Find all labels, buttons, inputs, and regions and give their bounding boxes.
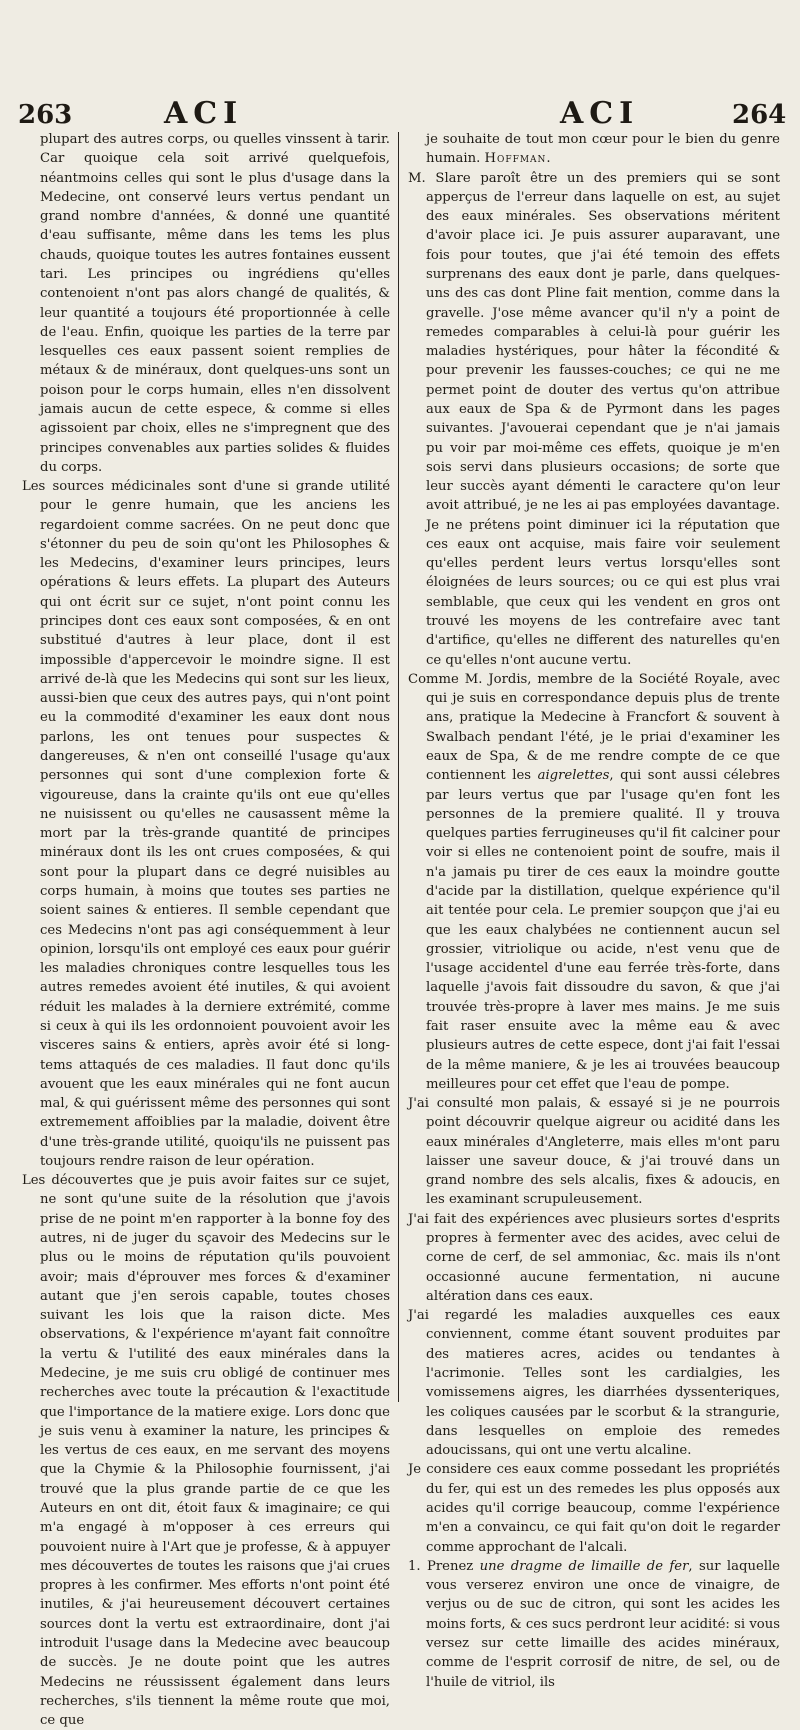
paragraph: M. Slare paroît être un des premiers qui se sont apperçus de l'erreur dans laquelle on est, au sujet des eaux minérales. Ses observations méritent d'avoir place ici. Je puis assurer auparavant, une fois pour toutes, que j'ai été temoin des effets surprenans des eaux dont je parle, dans quelques-uns des cas dont Pline fait mention, comme dans la gravelle. J'ose même avancer qu'il n'y a point de remedes comparables à celui-là pour guérir les maladies hystériques, pour hâter la fécondité & pour prevenir les fausses-couches; ce qui ne me permet point de douter des vertus qu'on attribue aux eaux de Spa & de Pyrmont dans les pages suivantes. J'avouerai cependant que je n'ai jamais pu voir par moi-même ces effets, quoique je m'en sois servi dans plusieurs occasions; de sorte que leur succès ayant démenti le caractere qu'on leur avoit attribué, je ne les ai pas employées davantage. Je ne prétens point diminuer ici la réputation que ces eaux ont acquise, mais faire voir seulement qu'elles perdent leurs vertus lorsqu'elles sont éloignées de leurs sources; ou ce qui est plus vrai semblable, que ceux qui les vendent en gros ont trouvé les moyens de les contrefaire avec tant d'artifice, qu'elles ne different des naturelles qu'en ce qu'elles n'ont aucune vertu.	[408, 170, 780, 668]
paragraph: J'ai fait des expériences avec plusieurs sortes d'esprits propres à fermenter avec des acides, avec celui de corne de cerf, de sel ammoniac, &c. mais ils n'ont occasionné aucune fermentation, ni aucune altération dans ces eaux.	[408, 1211, 780, 1304]
paragraph: Je considere ces eaux comme possedant les propriétés du fer, qui est un des remedes les plus opposés aux acides qu'il corrige beaucoup, comme l'expérience m'en a convaincu, ce qui fait qu'on doit le regarder comme approchant de l'alcali.	[408, 1462, 780, 1555]
column-divider	[398, 132, 399, 1402]
paragraph: Les sources médicinales sont d'une si grande utilité pour le genre humain, que les anciens les regardoient comme sacrées. On ne peut donc que s'étonner du peu de soin qu'ont les Philosophes & les Medecins, d'examiner leurs principes, leurs opérations & leurs effets. La plupart des Auteurs qui ont écrit sur ce sujet, n'ont point connu les principes dont ces eaux sont composées, & en ont substitué d'autres à leur place, dont il est impossible d'appercevoir le moindre signe. Il est arrivé de-là que les Medecins qui sont sur les lieux, aussi-bien que ceux des autres pays, qui n'ont point eu la commodité d'examiner les eaux dont nous parlons, les ont tenues pour suspectes & dangereuses, & n'en ont conseillé l'usage qu'aux personnes qui sont d'une complexion forte & vigoureuse, dans la crainte qu'ils ont eue qu'elles ne nuisissent ou qu'elles ne causassent même la mort par la très-grande quantité de principes minéraux dont ils les ont crues composées, & qui sont pour la plupart dans ce degré nuisibles au corps humain, à moins que toutes ses parties ne soient saines & entieres. Il semble cependant que ces Medecins n'ont pas agi conséquemment à leur opinion, lorsqu'ils ont employé ces eaux pour guérir les maladies chroniques contre lesquelles tous les autres remedes avoient été inutiles, & qui avoient réduit les malades à la derniere extrémité, comme si ceux à qui ils les ordonnoient pouvoient avoir les visceres sains & entiers, après avoir été si long-tems attaqués de ces maladies. Il faut donc qu'ils avouent que les eaux minérales qui ne font aucun mal, & qui guérissent même des personnes qui sont extremement affoiblies par la maladie, doivent être d'une très-grande utilité, quoiqu'ils ne puissent pas toujours rendre raison de leur opération.	[22, 479, 390, 1169]
paragraph: plupart des autres corps, ou quelles vinssent à tarir. Car quoique cela soit arrivé quelquefois, néantmoins celles qui sont le plus d'usage dans la Medecine, ont conservé leurs vertus pendant un grand nombre d'années, & donné une quantité d'eau suffisante, même dans les tems les plus chauds, quoique toutes les autres fontaines eussent tari. Les principes ou ingrédiens qu'elles contenoient n'ont pas alors changé de qualités, & leur quantité a toujours été proportionnée à celle de l'eau. Enfin, quoique les parties de la terre par lesquelles ces eaux passent soient remplies de métaux & de minéraux, dont quelques-uns sont un poison pour le corps humain, elles n'en dissolvent jamais aucun de cette espece, & comme si elles agissoient par choix, elles ne s'impregnent que des principes convenables aux parties solides & fluides du corps.	[40, 132, 390, 475]
paragraph: Les découvertes que je puis avoir faites sur ce sujet, ne sont qu'une suite de la résolution que j'avois prise de ne point m'en rapporter à la bonne foy des autres, ni de juger du sçavoir des Medecins sur le plus ou le moins de réputation qu'ils pouvoient avoir; mais d'éprouver mes forces & d'examiner autant que j'en serois capable, toutes choses suivant les lois que la raison dicte. Mes observations, & l'expérience m'ayant fait connoître la vertu & l'utilité des eaux minérales dans la Medecine, je me suis cru obligé de continuer mes recherches avec toute la précaution & l'exactitude que l'importance de la matiere exige. Lors donc que je suis venu à examiner la nature, les principes & les vertus de ces eaux, en me servant des moyens que la Chymie & la Philosophie fournissent, j'ai trouvé que la plus grande partie de ce que les Auteurs en ont dit, étoit faux & imaginaire; ce qui m'a engagé à m'opposer à ces erreurs qui pouvoient nuire à l'Art que je professe, & à appuyer mes découvertes de toutes les raisons que j'ai crues propres à les confirmer. Mes efforts n'ont point été inutiles, & j'ai heureusement découvert certaines sources dont la vertu est extraordinaire, dont j'ai introduit l'usage dans la Medecine avec beaucoup de succès. Je ne doute point que les autres Medecins ne réussissent également dans leurs recherches, s'ils tiennent la même route que moi, ce que	[22, 1173, 390, 1729]
paragraph: J'ai consulté mon palais, & essayé si je ne pourrois point découvrir quelque aigreur ou acidité dans les eaux minérales d'Angleterre, mais elles m'ont paru laisser une saveur douce, & j'ai trouvé dans un grand nombre des sels alcalis, fixes & adoucis, en les examinant scrupuleusement.	[408, 1096, 780, 1208]
right-running-title: ACI	[560, 96, 640, 131]
left-column	[22, 130, 390, 1730]
paragraph-text: , qui sont aussi célebres par leurs vertus que par l'usage qu'en font les personnes de la premiere qualité. Il y trouva quelques parties ferrugineuses qu'il fit calciner pour voir si elles ne contenoient point de soufre, mais il n'a jamais pu tirer de ces eaux la moindre goutte d'acide par la distillation, quelque expérience qu'il ait tentée pour cela. Le premier soupçon que j'ai eu que les eaux chalybées ne contiennent aucun sel grossier, vitriolique ou acide, n'est venu que de l'usage accidentel d'une eau ferrée très-forte, dans laquelle j'avois fait dissoudre du savon, & que j'ai trouvée très-propre à laver mes mains. Je me suis fait raser ensuite avec la même eau & avec plusieurs autres de cette espece, dont j'ai fait l'essai de la même maniere, & je les ai trouvées beaucoup meilleures pour cet effet que l'eau de pompe.	[426, 768, 780, 1092]
paragraph-text: , sur laquelle vous verserez environ une once de vinaigre, de verjus ou de suc de citron, qui sont les acides les moins forts, & ces sucs perdront leur acidité: si vous versez sur cette limaille des acides minéraux, comme de l'esprit corrosif de nitre, de sel, ou de l'huile de vitriol, ils	[426, 1558, 780, 1690]
italic-term: une dragme de limaille de fer	[479, 1558, 689, 1574]
paragraph-text: je souhaite de tout mon cœur pour le bien du genre humain.	[426, 132, 780, 167]
right-page-number: 264	[732, 100, 787, 130]
paragraph-text: 1. Prenez	[408, 1558, 474, 1574]
left-page-number: 263	[18, 100, 73, 130]
right-column	[408, 130, 780, 1692]
italic-term: aigrelettes	[537, 768, 610, 784]
paragraph	[408, 130, 780, 169]
left-running-title: ACI	[164, 96, 244, 131]
paragraph: J'ai regardé les maladies auxquelles ces eaux conviennent, comme étant souvent produites par des matieres acres, acides ou tendantes à l'acrimonie. Telles sont les cardialgies, les vomissemens aigres, les diarrhées dyssenteriques, les coliques causées par le scorbut & la strangurie, dans lesquelles on emploie des remedes adoucissans, qui ont une vertu alcaline.	[408, 1308, 780, 1459]
paragraph	[408, 1557, 780, 1692]
paragraph	[408, 670, 780, 1094]
author-attribution: Hoffman.	[484, 151, 552, 167]
paragraph-text: Comme M. Jordis, membre de la Société Royale, avec qui je suis en correspondance depuis plus de trente ans, pratique la Medecine à Francfort & souvent à Swalbach pendant l'été, je le priai d'examiner les eaux de Spa, & de me rendre compte de ce que contiennent les	[408, 671, 780, 784]
